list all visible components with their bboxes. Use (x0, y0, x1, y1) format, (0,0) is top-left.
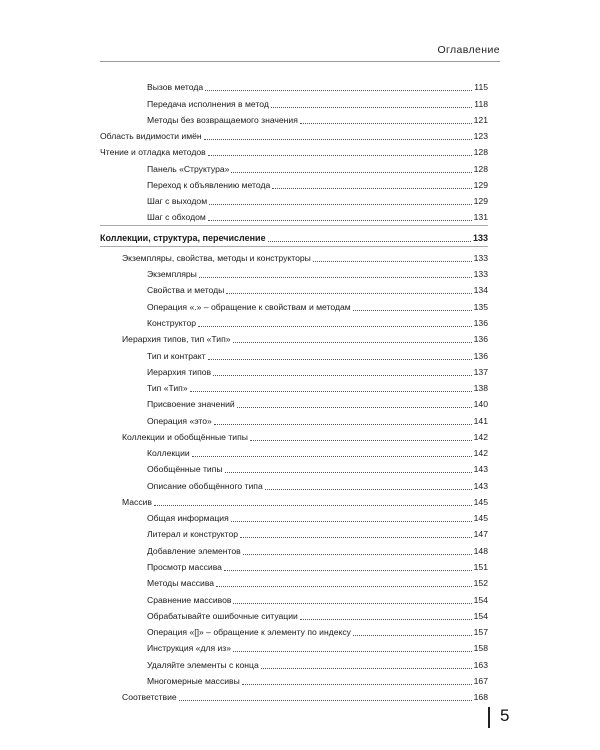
toc-section-after (100, 248, 488, 703)
toc-entry-title: Свойства и методы (147, 285, 225, 296)
header-rule (100, 61, 500, 62)
toc-entry-title: Инструкция «для из» (147, 643, 232, 654)
toc-entry-title: Переход к объявлению метода (147, 179, 271, 190)
toc-entry-page: 136 (473, 334, 488, 345)
toc-leader (213, 375, 472, 376)
toc-entry[interactable] (100, 410, 488, 426)
toc-entry-title: Коллекции и обобщённые типы (122, 431, 248, 442)
toc-entry[interactable] (100, 573, 488, 589)
toc-entry[interactable] (100, 280, 488, 296)
toc-entry[interactable] (100, 142, 488, 158)
toc-entry-page: 134 (473, 285, 488, 296)
toc-entry[interactable] (100, 296, 488, 312)
toc-leader (250, 440, 472, 441)
toc-leader (300, 123, 472, 124)
toc-entry-title: Коллекции (147, 448, 190, 459)
toc-entry-page: 154 (473, 594, 488, 605)
toc-leader (214, 424, 472, 425)
toc-entry[interactable] (100, 191, 488, 207)
toc-leader (233, 651, 472, 652)
toc-section-before (100, 77, 488, 223)
toc-entry[interactable] (100, 207, 488, 223)
toc-entry[interactable] (100, 589, 488, 605)
toc-entry-title: Конструктор (147, 317, 196, 328)
toc-entry-title: Многомерные массивы (147, 675, 240, 686)
toc-entry[interactable] (100, 671, 488, 687)
toc-entry[interactable] (100, 313, 488, 329)
toc-entry-page: 133 (473, 252, 488, 263)
toc-entry-page: 138 (473, 383, 488, 394)
toc-entry[interactable] (100, 93, 488, 109)
toc-leader (233, 603, 471, 604)
toc-entry[interactable] (100, 443, 488, 459)
chapter-top-rule (100, 225, 488, 226)
toc-entry-page: 140 (473, 399, 488, 410)
toc-entry[interactable] (100, 77, 488, 93)
toc-entry-title: Область видимости имён (100, 131, 202, 142)
toc-entry-title: Обобщённые типы (147, 464, 223, 475)
toc-entry[interactable] (100, 687, 488, 703)
toc-entry[interactable] (100, 492, 488, 508)
toc-leader (204, 139, 472, 140)
toc-leader (208, 155, 472, 156)
toc-entry-page: 163 (473, 659, 488, 670)
toc-entry-page: 136 (473, 317, 488, 328)
toc-entry-page: 145 (473, 513, 488, 524)
toc-entry-page: 118 (474, 98, 488, 109)
toc-entry-title: Общая информация (147, 513, 229, 524)
toc-entry-title: Передача исполнения в метод (147, 98, 269, 109)
toc-entry[interactable] (100, 158, 488, 174)
toc-entry-title: Литерал и конструктор (147, 529, 239, 540)
toc-entry-page: 136 (473, 350, 488, 361)
toc-entry-page: 158 (473, 643, 488, 654)
toc-entry-title: Тип и контракт (147, 350, 206, 361)
toc-entry-page: 131 (473, 212, 488, 223)
toc-entry-page: 128 (473, 147, 488, 158)
toc-entry[interactable] (100, 524, 488, 540)
toc-entry[interactable] (100, 459, 488, 475)
toc-leader (265, 489, 472, 490)
toc-entry[interactable] (100, 110, 488, 126)
toc-leader (225, 472, 472, 473)
toc-entry-title: Шаг с выходом (147, 196, 208, 207)
toc-chapter-entry[interactable] (100, 227, 488, 243)
toc-leader (261, 668, 472, 669)
toc-entry[interactable] (100, 394, 488, 410)
toc-entry-page: 115 (474, 82, 488, 93)
toc-entry-page: 123 (473, 131, 488, 142)
toc-entry-page: 157 (473, 627, 488, 638)
toc-entry-title: Экземпляры, свойства, методы и конструкторы (122, 252, 311, 263)
toc-leader (179, 700, 472, 701)
toc-leader (198, 326, 472, 327)
toc-entry-title: Описание обобщённого типа (147, 480, 263, 491)
running-header: Оглавление (437, 44, 500, 56)
toc-entry[interactable] (100, 329, 488, 345)
toc-leader (300, 619, 472, 620)
toc-leader (209, 204, 472, 205)
toc-entry[interactable] (100, 540, 488, 556)
toc-entry[interactable] (100, 638, 488, 654)
toc-entry[interactable] (100, 606, 488, 622)
toc-entry[interactable] (100, 475, 488, 491)
toc-entry-page: 133 (473, 269, 488, 280)
toc-entry-title: Вызов метода (147, 82, 204, 93)
toc-entry-title: Удаляйте элементы с конца (147, 659, 259, 670)
toc-entry-page: 167 (473, 675, 488, 686)
toc-entry-title: Операция «.» – обращение к свойствам и методам (147, 301, 351, 312)
toc-entry[interactable] (100, 264, 488, 280)
toc-entry-page: 145 (473, 496, 488, 507)
toc-entry-title: Иерархия типов, тип «Тип» (122, 334, 231, 345)
toc-entry-title: Методы массива (147, 578, 215, 589)
toc-entry[interactable] (100, 362, 488, 378)
toc-entry-page: 129 (473, 179, 488, 190)
table-of-contents (100, 77, 488, 703)
toc-leader (240, 537, 472, 538)
toc-entry-page: 154 (473, 610, 488, 621)
toc-leader (199, 277, 472, 278)
toc-entry-title: Шаг с обходом (147, 212, 206, 223)
toc-entry-page: 137 (473, 366, 488, 377)
toc-leader (205, 90, 472, 91)
toc-entry[interactable] (100, 248, 488, 264)
toc-entry-title: Операция «это» (147, 415, 212, 426)
toc-leader (231, 521, 472, 522)
toc-entry-page: 128 (473, 163, 488, 174)
toc-entry[interactable] (100, 508, 488, 524)
toc-entry-page: 147 (473, 529, 488, 540)
toc-entry-page: 142 (473, 448, 488, 459)
toc-entry-title: Обрабатывайте ошибочные ситуации (147, 610, 298, 621)
toc-entry-page: 151 (473, 561, 488, 572)
toc-leader (353, 310, 472, 311)
toc-entry-page: 141 (473, 415, 488, 426)
toc-leader (271, 107, 472, 108)
toc-leader (154, 505, 472, 506)
toc-entry[interactable] (100, 126, 488, 142)
toc-entry[interactable] (100, 378, 488, 394)
toc-entry-page: 135 (473, 301, 488, 312)
toc-entry-title: Просмотр массива (147, 561, 222, 572)
toc-entry-page: 143 (473, 480, 488, 491)
toc-entry-title: Соответствие (122, 692, 177, 703)
toc-entry-page: 143 (473, 464, 488, 475)
toc-entry-title: Коллекции, структура, перечисление (100, 232, 266, 243)
toc-leader (272, 188, 471, 189)
toc-leader (226, 293, 471, 294)
toc-leader (353, 635, 472, 636)
toc-entry-title: Тип «Тип» (147, 383, 188, 394)
toc-entry-page: 168 (473, 692, 488, 703)
toc-entry[interactable] (100, 622, 488, 638)
toc-leader (190, 391, 472, 392)
toc-entry[interactable] (100, 175, 488, 191)
toc-leader (242, 684, 472, 685)
toc-entry-page: 142 (473, 431, 488, 442)
toc-leader (231, 172, 471, 173)
toc-leader (224, 570, 472, 571)
toc-entry-page: 152 (473, 578, 488, 589)
toc-entry[interactable] (100, 557, 488, 573)
toc-entry-title: Массив (122, 496, 152, 507)
toc-entry-title: Иерархия типов (147, 366, 212, 377)
toc-leader (216, 586, 472, 587)
toc-leader (233, 342, 472, 343)
toc-entry-title: Операция «[]» – обращение к элементу по индексу (147, 627, 351, 638)
toc-entry-title: Экземпляры (147, 269, 197, 280)
toc-entry-page: 121 (473, 114, 488, 125)
toc-entry-page: 148 (473, 545, 488, 556)
chapter-bottom-rule (100, 246, 488, 247)
toc-leader (313, 261, 472, 262)
toc-leader (268, 241, 471, 242)
toc-entry-page: 129 (473, 196, 488, 207)
toc-leader (192, 456, 472, 457)
toc-entry-title: Присвоение значений (147, 399, 235, 410)
toc-entry-title: Панель «Структура» (147, 163, 230, 174)
page-number: 5 (500, 706, 510, 725)
toc-entry[interactable] (100, 345, 488, 361)
toc-leader (237, 407, 472, 408)
page-number-bar (488, 707, 490, 728)
toc-entry-page: 133 (472, 232, 488, 243)
toc-entry[interactable] (100, 654, 488, 670)
toc-leader (243, 554, 472, 555)
toc-entry-title: Чтение и отладка методов (100, 147, 206, 158)
toc-leader (208, 359, 472, 360)
toc-entry[interactable] (100, 427, 488, 443)
toc-leader (208, 220, 472, 221)
toc-entry-title: Добавление элементов (147, 545, 241, 556)
toc-entry-title: Сравнение массивов (147, 594, 232, 605)
toc-entry-title: Методы без возвращаемого значения (147, 114, 298, 125)
